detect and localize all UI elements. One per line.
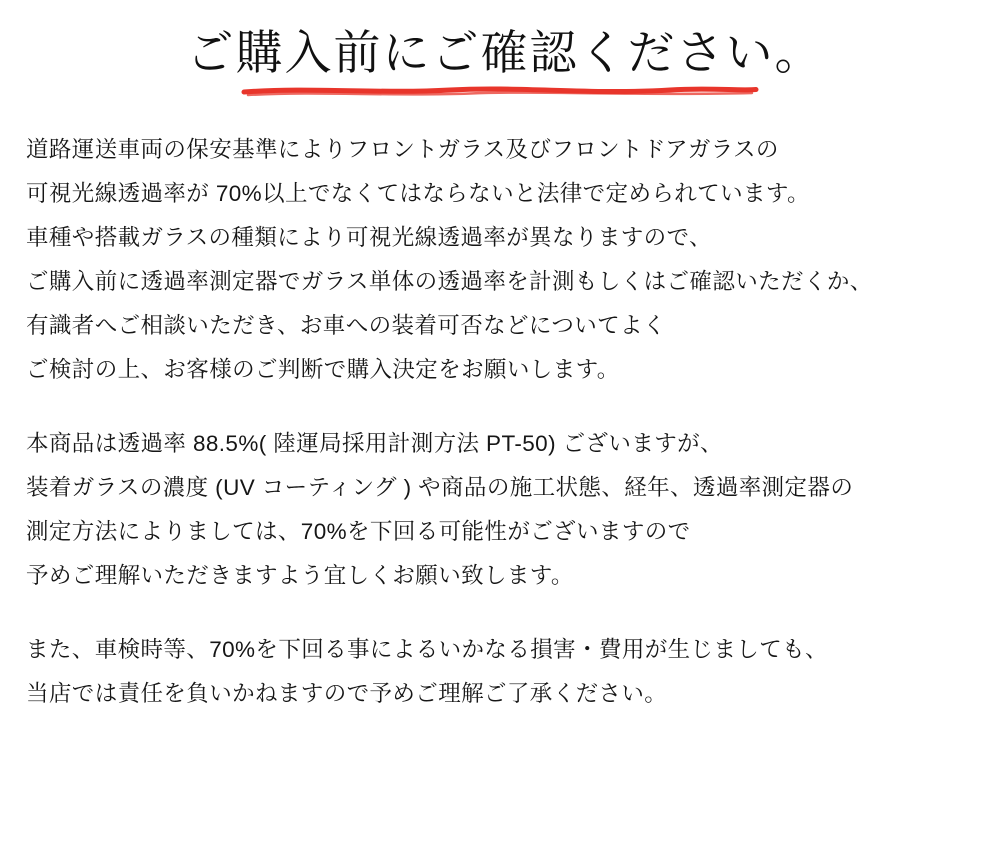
body-line: また、車検時等、70%を下回る事によるいかなる損害・費用が生じましても、: [26, 637, 828, 663]
paragraph-product-spec: [26, 422, 1000, 598]
body-line: 道路運送車両の保安基準によりフロントガラス及びフロントドアガラスの: [26, 137, 779, 163]
body-line: 有識者へご相談いただき、お車への装着可否などについてよく: [26, 313, 666, 339]
body-line: ご検討の上、お客様のご判断で購入決定をお願いします。: [26, 357, 620, 383]
paragraph-legal-notice: [26, 128, 1000, 392]
page-title: ご購入前にご確認ください。: [186, 26, 824, 79]
body-line: 当店では責任を負いかねますので予めご理解ご了承ください。: [26, 681, 668, 707]
body-line: 本商品は透過率 88.5%( 陸運局採用計測方法 PT-50) ございますが、: [26, 431, 723, 457]
paragraph-disclaimer: [26, 628, 1000, 716]
body-line: 車種や搭載ガラスの種類により可視光線透過率が異なりますので、: [26, 225, 712, 251]
body-line: 装着ガラスの濃度 (UV コーティング ) や商品の施工状態、経年、透過率測定器の: [26, 475, 854, 501]
body-line: 測定方法によりましては、70%を下回る可能性がございますので: [26, 519, 691, 545]
document-body: [0, 128, 1000, 716]
body-line: ご購入前に透過率測定器でガラス単体の透過率を計測もしくはご確認いただくか、: [26, 269, 873, 295]
body-line: 可視光線透過率が 70%以上でなくてはならないと法律で定められています。: [26, 181, 810, 207]
title-block: [0, 0, 1000, 98]
body-line: 予めご理解いただきますよう宜しくお願い致します。: [26, 563, 574, 589]
title-underline-icon: [240, 84, 760, 98]
